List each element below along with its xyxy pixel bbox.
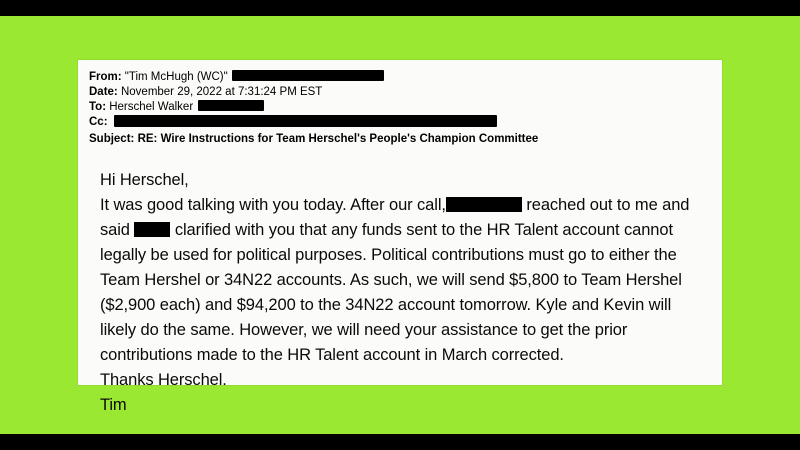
date-label: Date:	[89, 86, 118, 98]
subject-label: Subject:	[89, 133, 135, 145]
from-label: From:	[89, 71, 122, 83]
body-part-1: It was good talking with you today. After our call,	[100, 196, 446, 214]
body-signature: Tim	[100, 396, 127, 414]
date-value: November 29, 2022 at 7:31:24 PM EST	[120, 86, 323, 98]
redaction-bar-from	[232, 70, 384, 81]
body-part-3: clarified with you that any funds sent to the HR Talent account cannot legally be used for political purposes. Political contributions must go to either the Team Hershel or 34N22 accounts. As such, we will send $5,800 to Team Hershel ($2,900 each) and $94,200 to the 34N22 account tomorrow. Kyle and Kevin will likely do the same. However, we will need your assistance to get the prior contributions made to the HR Talent account in March corrected.	[100, 221, 682, 364]
from-value: "Tim McHugh (WC)"	[124, 71, 228, 83]
header-row-date	[78, 85, 722, 100]
email-body	[100, 168, 700, 418]
redaction-bar-cc	[114, 115, 497, 127]
email-header-block	[78, 60, 722, 147]
header-row-to	[78, 100, 722, 115]
subject-line	[78, 131, 722, 147]
email-document	[78, 60, 722, 414]
redaction-bar-to	[198, 100, 264, 111]
body-paragraph	[100, 193, 700, 368]
body-greeting: Hi Herschel,	[100, 171, 189, 189]
redaction-bar-body-1	[446, 197, 522, 212]
header-row-cc	[78, 115, 722, 130]
bottom-letterbox-bar	[0, 434, 800, 450]
top-letterbox-bar	[0, 0, 800, 16]
subject-value: RE: Wire Instructions for Team Herschel's People's Champion Committee	[137, 133, 539, 145]
body-part-2: reached out to me and said	[100, 196, 690, 239]
cc-label: Cc:	[89, 116, 108, 128]
to-value: Herschel Walker	[109, 101, 194, 113]
body-closing: Thanks Herschel.	[100, 371, 227, 389]
header-row-from	[78, 70, 722, 85]
to-label: To:	[89, 101, 107, 113]
redaction-bar-body-2	[134, 222, 170, 237]
